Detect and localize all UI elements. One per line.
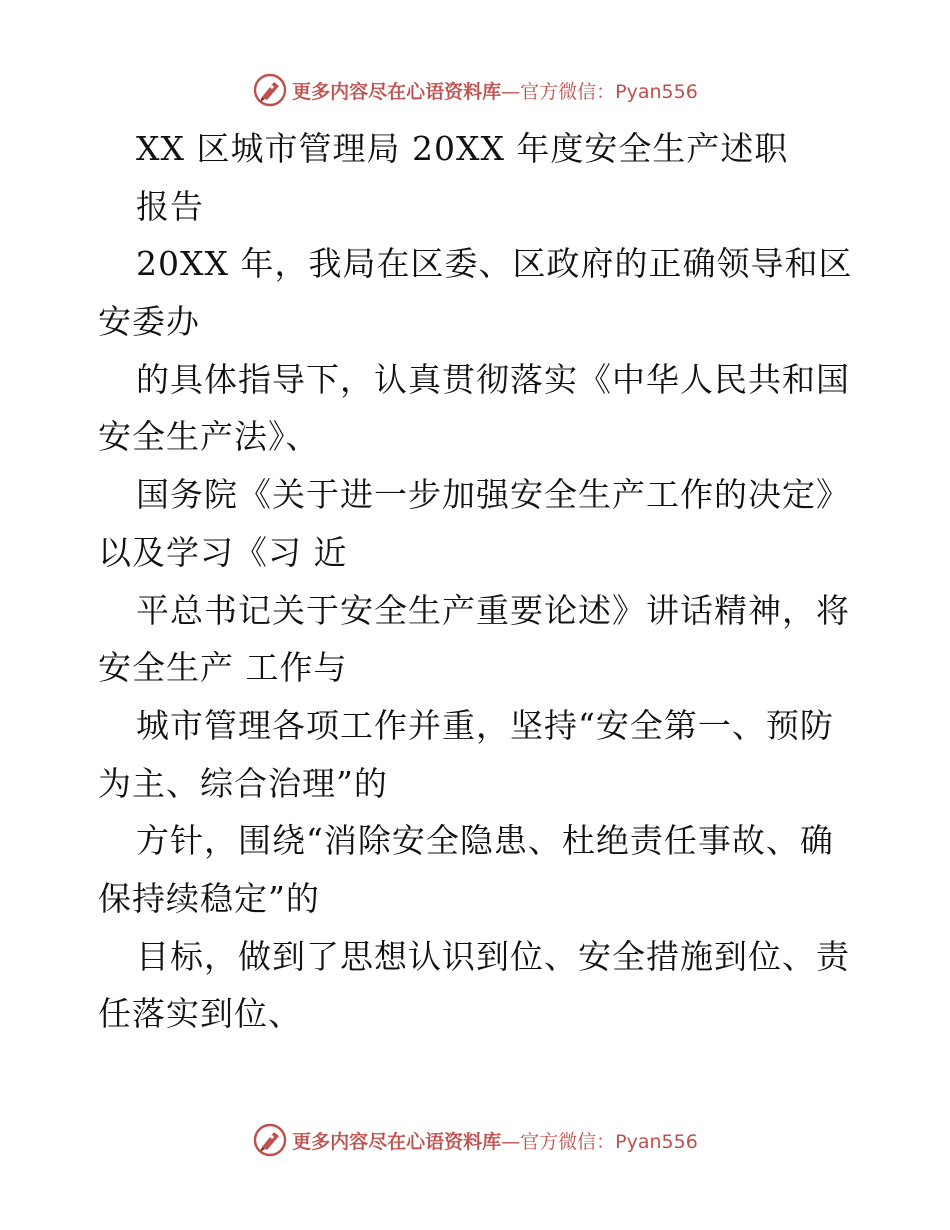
doc-line: 以及学习《习 近 [98, 532, 348, 572]
doc-line: 任落实到位、 [98, 994, 302, 1034]
doc-line: 方针，围绕“消除安全隐患、杜绝责任事故、确 [136, 821, 834, 861]
watermark-dash: — [501, 1130, 521, 1153]
doc-line: 的具体指导下，认真贯彻落实《中华人民共和国 [136, 359, 850, 399]
doc-line: 国务院《关于进一步加强安全生产工作的决定》 [136, 475, 850, 515]
doc-line: 安全生产法》、 [98, 417, 320, 457]
document-body [98, 120, 858, 1043]
watermark-inner [252, 72, 698, 108]
doc-line: 目标，做到了思想认识到位、安全措施到位、责 [136, 936, 850, 976]
doc-line: 为主、综合治理”的 [98, 763, 388, 803]
doc-line: 安全生产 工作与 [98, 648, 348, 688]
watermark-text [292, 1127, 698, 1154]
doc-line: 平总书记关于安全生产重要论述》讲话精神，将 [136, 590, 850, 630]
doc-line: 城市管理各项工作并重，坚持“安全第一、预防 [136, 705, 834, 745]
doc-line: 保持续稳定”的 [98, 878, 320, 918]
watermark-main-text: 更多内容尽在心语资料库 [292, 80, 502, 103]
watermark-inner [252, 1122, 698, 1158]
header-watermark [0, 70, 950, 110]
watermark-text [292, 77, 698, 104]
watermark-sub-text: 官方微信：Pyan556 [520, 1130, 698, 1153]
footer-watermark [0, 1120, 950, 1160]
doc-line: 报告 [136, 186, 204, 226]
doc-line: XX 区城市管理局 20XX 年度安全生产述职 [136, 129, 789, 168]
pen-nib-logo-icon [252, 72, 288, 108]
watermark-main-text: 更多内容尽在心语资料库 [292, 1130, 502, 1153]
pen-nib-logo-icon [252, 1122, 288, 1158]
doc-line: 安委办 [98, 302, 200, 342]
watermark-sub-text: 官方微信：Pyan556 [520, 80, 698, 103]
doc-line: 20XX 年，我局在区委、区政府的正确领导和区 [136, 244, 853, 284]
watermark-dash: — [501, 80, 521, 103]
